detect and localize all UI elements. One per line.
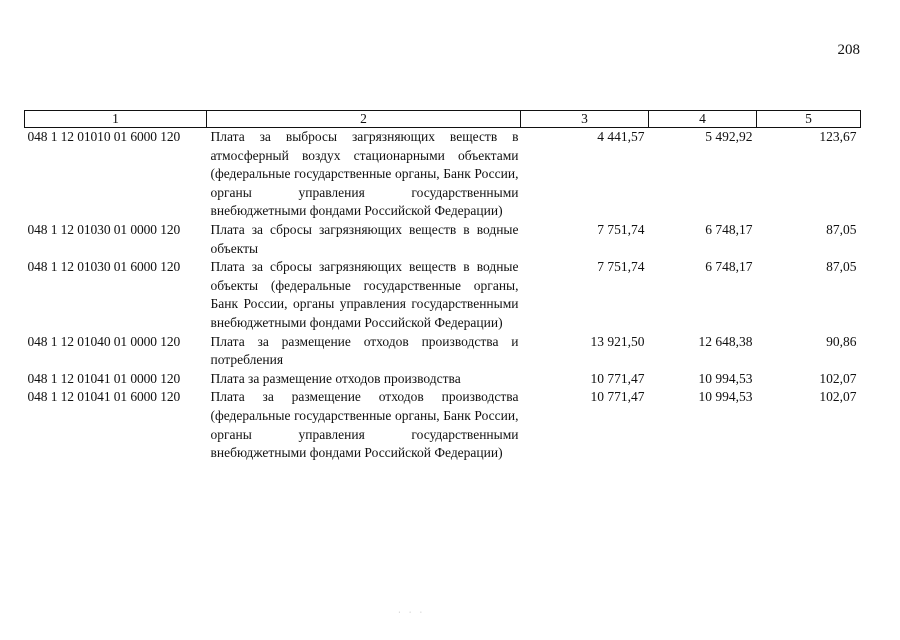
row-value-col4: 10 994,53	[698, 370, 753, 386]
table-header-row	[25, 111, 861, 128]
table-row	[25, 258, 861, 332]
row-code: 048 1 12 01041 01 0000 120	[27, 370, 181, 386]
row-description: Плата за размещение отходов производства (федеральные государственные органы, Банк России, органы управления государственными внебюджетными фондами Российской Федерации)	[210, 389, 519, 461]
row-value-col5: 102,07	[819, 370, 857, 386]
table-row	[25, 370, 861, 389]
table-row	[25, 128, 861, 221]
row-value-col3: 10 771,47	[590, 370, 645, 386]
row-code: 048 1 12 01040 01 0000 120	[27, 333, 181, 349]
row-value-col3: 4 441,57	[597, 129, 645, 144]
column-header-4: 4	[649, 111, 757, 128]
row-value-col4: 6 748,17	[705, 221, 753, 237]
column-header-5: 5	[757, 111, 861, 128]
column-header-1: 1	[25, 111, 207, 128]
row-value-col4: 10 994,53	[698, 389, 753, 405]
row-value-col3: 13 921,50	[590, 333, 645, 349]
row-code: 048 1 12 01041 01 6000 120	[27, 389, 181, 405]
row-value-col3: 10 771,47	[590, 389, 645, 405]
row-description: Плата за размещение отходов производства и потребления	[210, 333, 519, 368]
row-code: 048 1 12 01010 01 6000 120	[27, 129, 181, 144]
row-value-col4: 5 492,92	[705, 129, 753, 144]
row-description: Плата за сбросы загрязняющих веществ в водные объекты (федеральные государственные органы, Банк России, органы управления государственными внебюджетными фондами Российской Федерации)	[210, 259, 519, 330]
column-header-3: 3	[521, 111, 649, 128]
column-header-2: 2	[207, 111, 521, 128]
row-code: 048 1 12 01030 01 0000 120	[27, 221, 181, 237]
table-row	[25, 333, 861, 370]
row-value-col3: 7 751,74	[597, 259, 645, 275]
row-value-col5: 90,86	[826, 333, 857, 349]
row-code: 048 1 12 01030 01 6000 120	[27, 259, 181, 275]
scan-artifact: ⋅ ⋅ ⋅	[398, 608, 426, 617]
row-value-col4: 12 648,38	[698, 333, 753, 349]
row-value-col3: 7 751,74	[597, 221, 645, 237]
table-row	[25, 221, 861, 258]
row-value-col5: 87,05	[826, 221, 857, 237]
row-value-col5: 87,05	[826, 259, 857, 275]
row-description: Плата за выбросы загрязняющих веществ в атмосферный воздух стационарными объектами (федеральные государственные органы, Банк России, органы управления государственными внебюджетными фондами Российской Федерации)	[210, 129, 519, 219]
row-value-col5: 123,67	[819, 129, 857, 144]
page-number: 208	[837, 42, 860, 58]
row-description: Плата за размещение отходов производства	[210, 370, 461, 386]
row-description: Плата за сбросы загрязняющих веществ в водные объекты	[210, 221, 519, 256]
table-row	[25, 388, 861, 462]
row-value-col4: 6 748,17	[705, 259, 753, 275]
budget-table	[24, 110, 861, 463]
row-value-col5: 102,07	[819, 389, 857, 405]
